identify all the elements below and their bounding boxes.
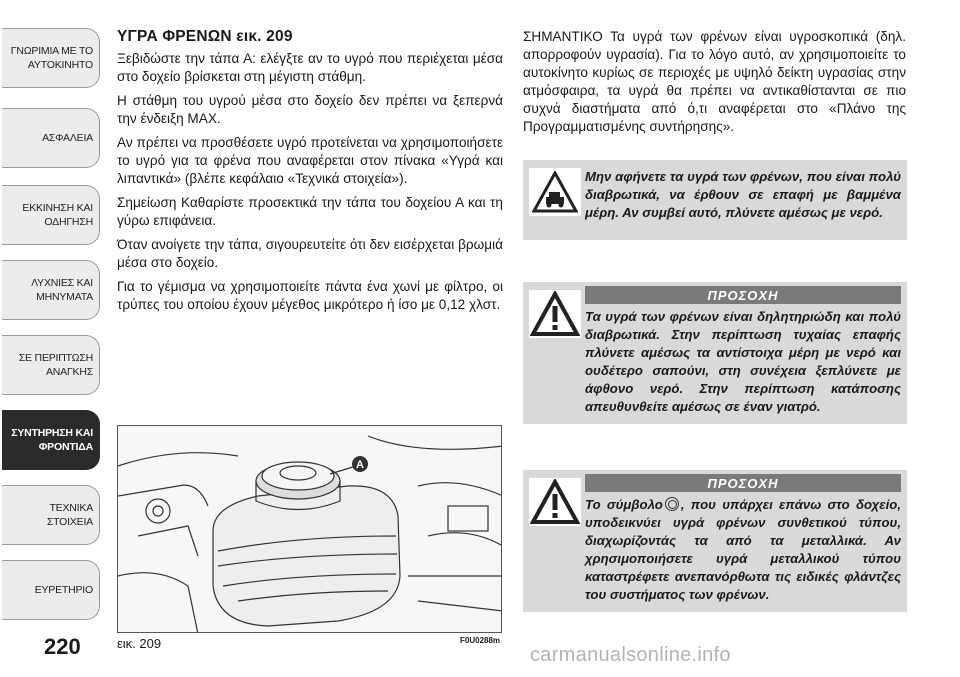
right-column (523, 28, 906, 136)
tab-getting-to-know[interactable]: ΓΝΩΡΙΜΙΑ ΜΕ ΤΟ ΑΥΤΟΚΙΝΗΤΟ (2, 28, 100, 88)
tab-index[interactable]: ΕΥΡΕΤΗΡΙΟ (2, 560, 100, 620)
caution-box-2 (523, 470, 907, 612)
caution-box-1 (523, 282, 907, 424)
tab-maintenance[interactable]: ΣΥΝΤΗΡΗΣΗ ΚΑΙ ΦΡΟΝΤΙΔΑ (2, 410, 100, 470)
figure-code: F0U0288m (460, 636, 501, 645)
paragraph: Η στάθμη του υγρού μέσα στο δοχείο δεν πρέπει να ξεπερνά την ένδειξη MAX. (117, 93, 503, 126)
warning-triangle-icon (529, 290, 581, 338)
paragraph: Ξεβιδώστε την τάπα Α: ελέγξτε αν το υγρό που περιέχεται μέσα στο δοχείο βρίσκεται στη μέγιστη στάθμη. (117, 51, 503, 84)
caution-title: ΠΡΟΣΟΧΗ (585, 474, 901, 492)
important-note: ΣΗΜΑΝΤΙΚΟ Τα υγρά των φρένων είναι υγροσκοπικά (δηλ. απορροφούν υγρασία). Για το λόγο αυτό, αν χρησιμοποιείτε το αυτοκίνητο κυρίως σε περιοχές με υψηλό δείκτη υγρασίας στην ατμόσφαιρα, τα υγρά θα πρέπει να αντικαθίστανται σε πιο συχνά διαστήματα από ό,τι αναφέρεται στο «Πλάνο της Προγραμματισμένης συντήρησης». (523, 29, 906, 134)
caution-text-end: , που υπάρχει επάνω στο δοχείο, υποδεικνύει υγρά φρένων συνθετικού τύπου, διαχωρίζοντάς τα από τα μεταλλικά. Αν χρησιμοποιήσετε υγρά μεταλλικού τύπου καταστρέφετε ανεπανόρθωτα τις ειδικές φλάντζες του συστήματος των φρένων. (585, 497, 901, 602)
tab-emergency[interactable]: ΣΕ ΠΕΡΙΠΤΩΣΗ ΑΝΑΓΚΗΣ (2, 335, 100, 395)
tab-warning-lights[interactable]: ΛΥΧΝΙΕΣ ΚΑΙ ΜΗΝΥΜΑΤΑ (2, 260, 100, 320)
environment-warning-text: Μην αφήνετε τα υγρά των φρένων, που είναι πολύ διαβρωτικά, να έρθουν σε επαφή με βαμμένα μέρη. Αν συμβεί αυτό, πλύνετε αμέσως με νερό. (585, 169, 901, 220)
caution-title: ΠΡΟΣΟΧΗ (585, 286, 901, 304)
environment-warning-text-lead (585, 168, 901, 222)
tab-technical-data[interactable]: ΤΕΧΝΙΚΑ ΣΤΟΙΧΕΙΑ (2, 485, 100, 545)
paragraph: Αν πρέπει να προσθέσετε υγρό προτείνεται να χρησιμοποιήσετε το υγρό για τα φρένα που αναφέρεται στον πίνακα «Υγρά και λιπαντικά» (βλέπε κεφάλαιο «Τεχνικά στοιχεία»). (117, 135, 503, 186)
paragraph: Σημείωση Καθαρίστε προσεκτικά την τάπα του δοχείου Α και τη γύρω επιφάνεια. (117, 195, 503, 228)
paragraph: Όταν ανοίγετε την τάπα, σιγουρευτείτε ότι δεν εισέρχεται βρωμιά μέσα στο δοχείο. (117, 237, 503, 270)
warning-triangle-icon (529, 478, 581, 526)
figure-caption: εικ. 209 (117, 636, 162, 651)
tab-starting-driving[interactable]: ΕΚΚΙΝΗΣΗ ΚΑΙ ΟΔΗΓΗΣΗ (2, 185, 100, 245)
caution-text (585, 496, 901, 604)
brake-reservoir-figure (117, 425, 502, 633)
environment-icon (529, 168, 581, 216)
page-number: 220 (44, 634, 81, 659)
watermark: carmanualsonline.info (530, 644, 731, 666)
caution-text-start: Το σύμβολο (585, 497, 663, 512)
brake-fluid-section (117, 28, 503, 320)
environment-warning-box (523, 160, 907, 240)
reservoir-illustration (118, 426, 502, 633)
caution-text: Τα υγρά των φρένων είναι δηλητηριώδη και πολύ διαβρωτικά. Στην περίπτωση τυχαίας επαφής πλύνετε αμέσως τα αντίστοιχα μέρη με νερό και ουδέτερο σαπούνι, στη συνέχεια ξεπλύνετε με άφθονο νερό. Στην περίπτωση κατάποσης απευθυνθείτε αμέσως σε έναν γιατρό. (585, 309, 901, 414)
section-heading: ΥΓΡΑ ΦΡΕΝΩΝ εικ. 209 (117, 28, 293, 45)
callout-a: A (356, 459, 364, 471)
synthetic-fluid-symbol-icon (665, 497, 679, 511)
paragraph: Για το γέμισμα να χρησιμοποιείτε πάντα ένα χωνί με φίλτρο, οι τρύπες του οποίου έχουν μέγεθος μικρότερο ή ίσο με 0,12 χλστ. (117, 279, 503, 312)
tab-safety[interactable]: ΑΣΦΑΛΕΙΑ (2, 108, 100, 168)
